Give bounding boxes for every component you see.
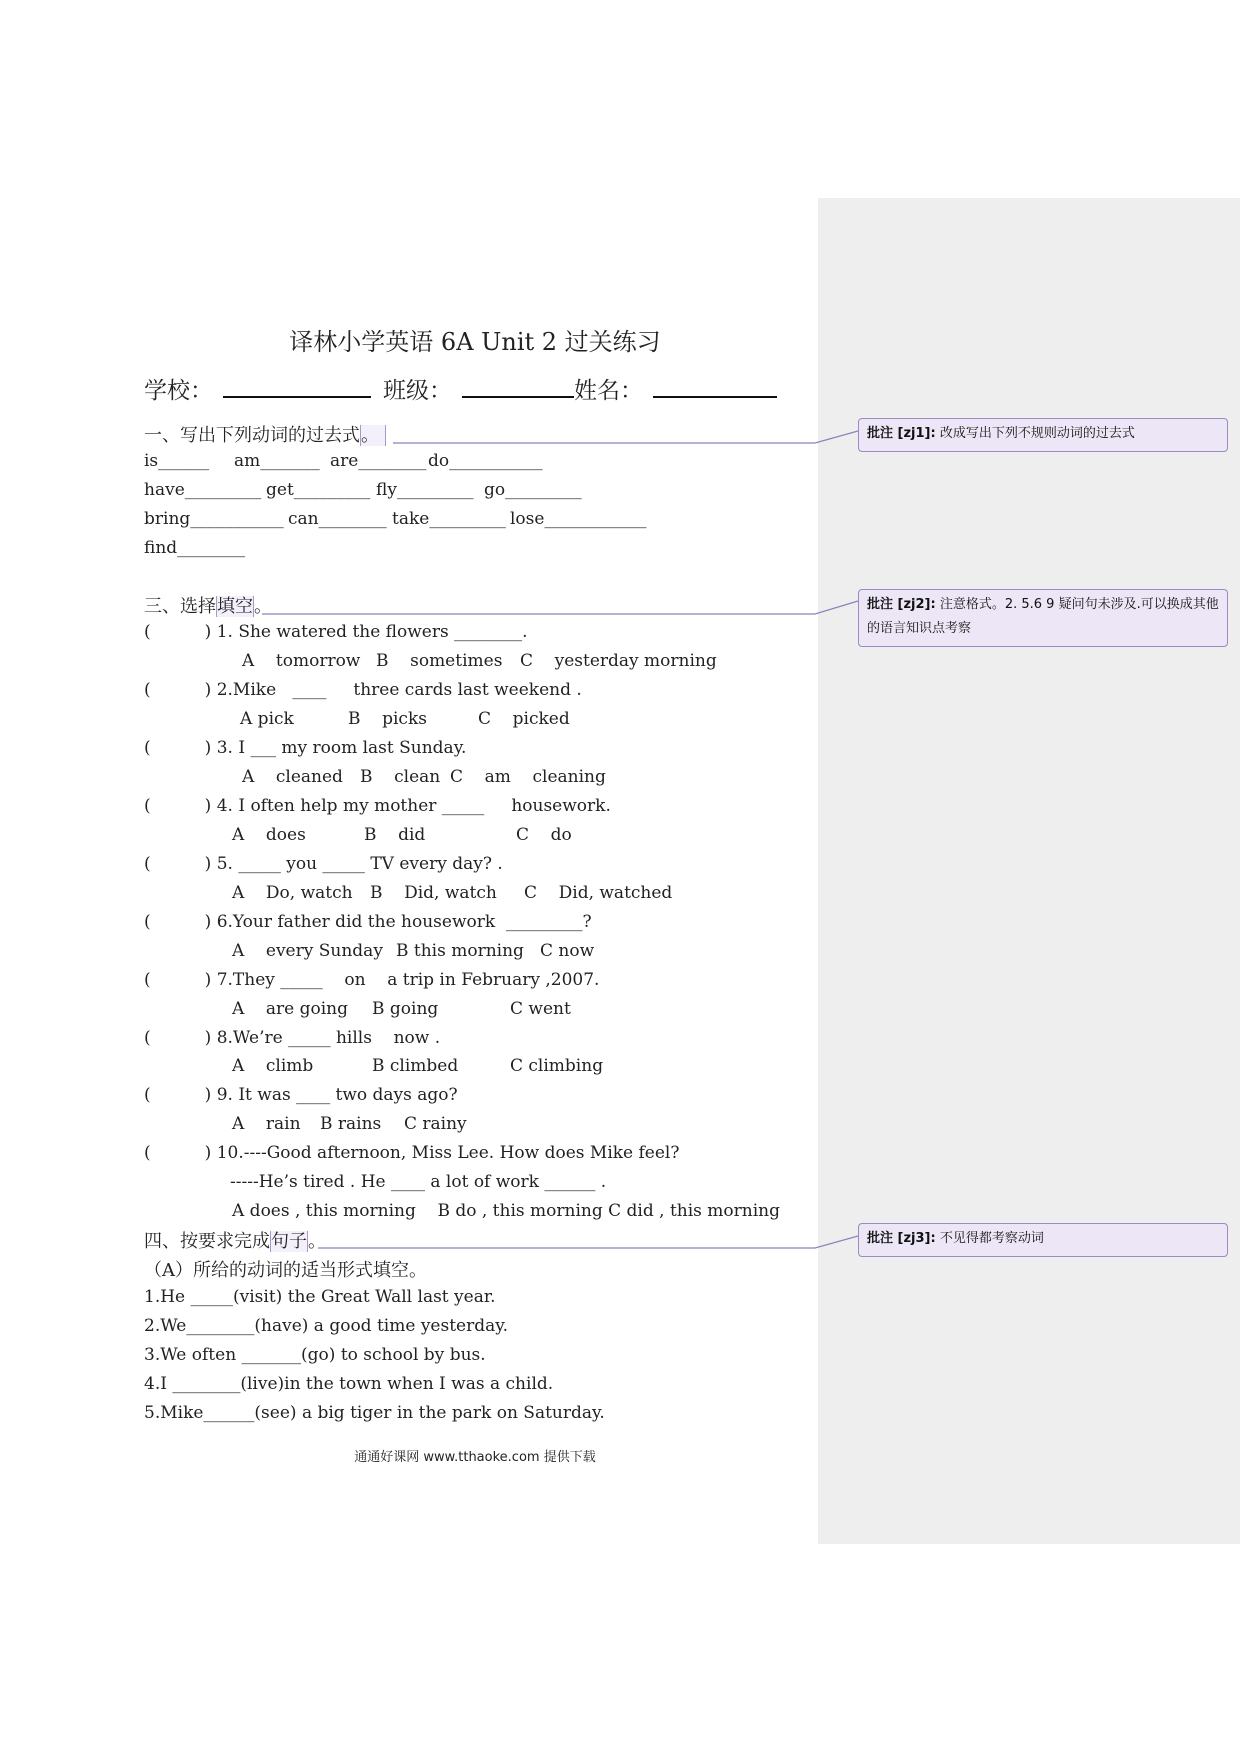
comment-label: 批注 [zj3]: — [867, 1231, 936, 1246]
school-label: 学校： — [144, 378, 213, 404]
class-label: 班级： — [383, 378, 452, 404]
comment-zj3[interactable] — [858, 1223, 1228, 1257]
comment-text: 注意格式。2. 5.6 9 疑问句未涉及.可以换成其他的语言知识点考察 — [867, 597, 1219, 636]
page-title: 译林小学英语 6A Unit 2 过关练习 — [289, 328, 661, 356]
comment-connector-3 — [318, 1236, 858, 1248]
comment-zj2[interactable] — [858, 589, 1228, 647]
school-blank[interactable] — [223, 372, 371, 398]
comment-label: 批注 [zj2]: — [867, 597, 936, 612]
comment-label: 批注 [zj1]: — [867, 426, 936, 441]
name-blank[interactable] — [653, 372, 777, 398]
comment-zj1[interactable] — [858, 418, 1228, 452]
name-label: 姓名： — [574, 378, 643, 404]
comment-anchor-1[interactable]: 。 — [360, 425, 386, 446]
student-info — [144, 372, 789, 405]
comment-anchor-2[interactable]: 填空 — [217, 596, 253, 617]
class-blank[interactable] — [462, 372, 574, 398]
comment-text: 改成写出下列不规则动词的过去式 — [935, 426, 1135, 441]
comment-connector-1 — [393, 431, 858, 443]
footer: 通通好课网 www.tthaoke.com 提供下载 — [354, 1450, 596, 1465]
comment-connector-2 — [262, 601, 858, 614]
comment-text: 不见得都考察动词 — [935, 1231, 1044, 1246]
comment-anchor-3[interactable]: 句子 — [271, 1231, 307, 1252]
